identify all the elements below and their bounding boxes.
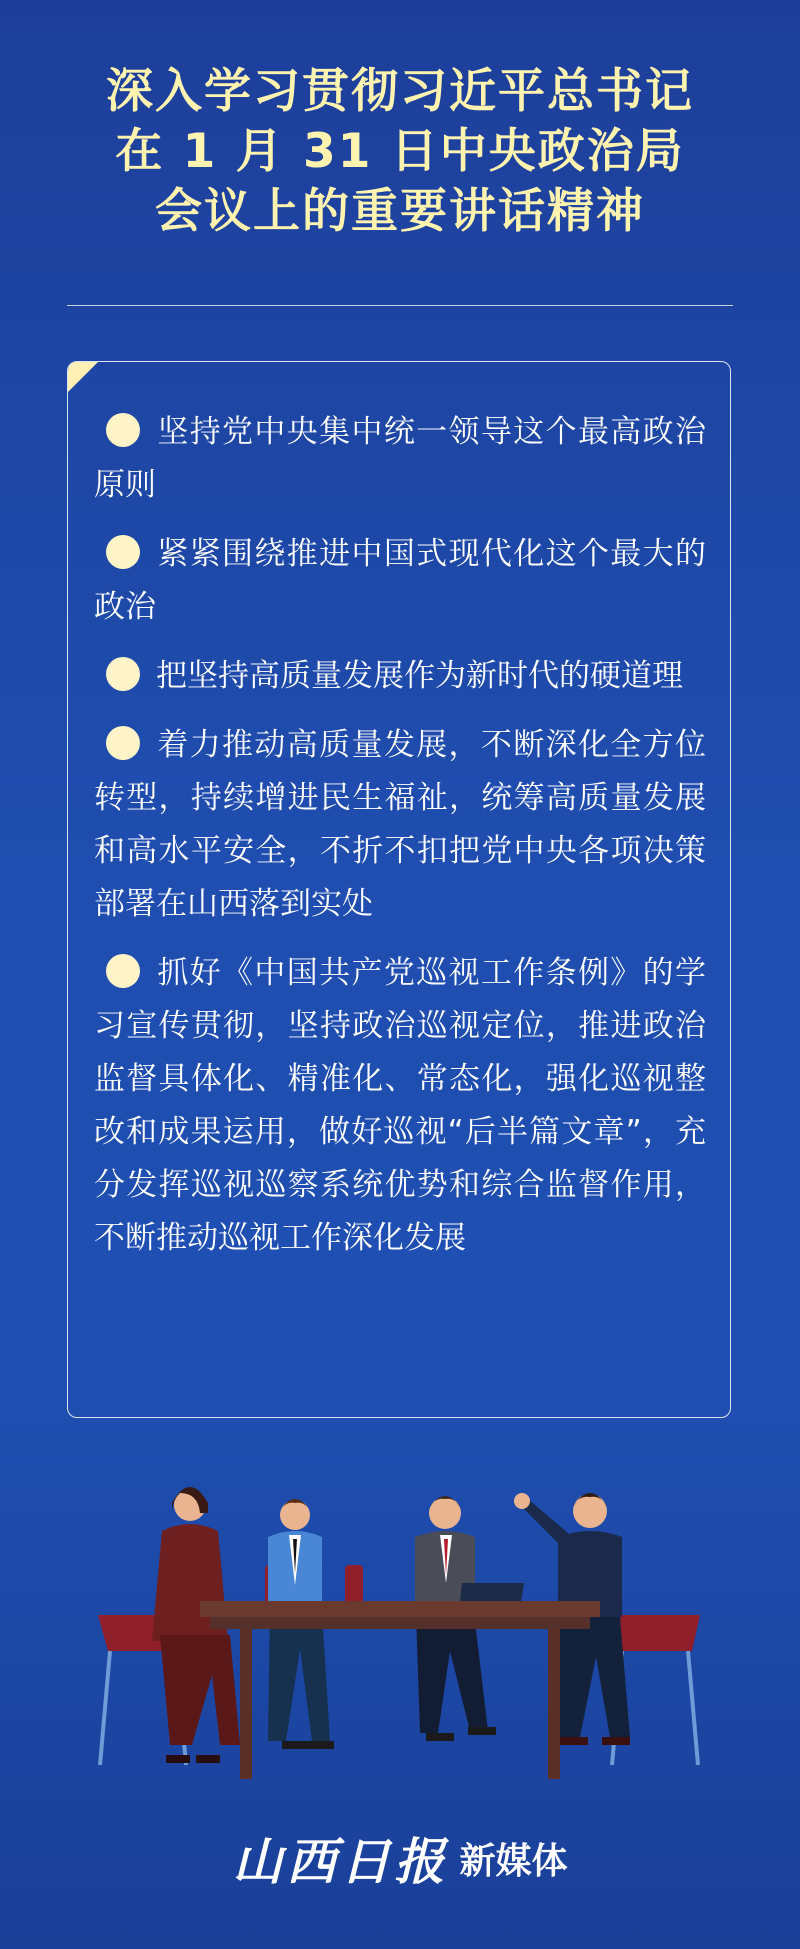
key-point-item — [94, 947, 706, 1265]
key-point-item — [94, 406, 706, 512]
bullet-dot-icon — [106, 413, 140, 447]
brand-calligraphy: 山西日报 — [232, 1832, 449, 1891]
bullet-dot-icon — [106, 535, 140, 569]
bullet-dot-icon — [106, 954, 140, 988]
page-title — [0, 62, 800, 242]
title-divider — [67, 305, 733, 306]
bullet-dot-icon — [106, 657, 140, 691]
key-point-item — [94, 528, 706, 634]
key-point-item — [94, 719, 706, 931]
card-corner-ornament — [68, 362, 98, 392]
meeting-table — [200, 1601, 600, 1779]
key-point-text: 抓好《中国共产党巡视工作条例》的学习宣传贯彻，坚持政治巡视定位，推进政治监督具体化、精准化、常态化，强化巡视整改和成果运用，做好巡视“后半篇文章”，充分发挥巡视巡察系统优势和综合监督作用，不断推动巡视工作深化发展 — [94, 955, 706, 1256]
title-line-1: 深入学习贯彻习近平总书记 — [106, 64, 694, 119]
key-point-text: 着力推动高质量发展，不断深化全方位转型，持续增进民生福祉，统筹高质量发展和高水平安全，不折不扣把党中央各项决策部署在山西落到实处 — [94, 727, 706, 922]
key-point-text: 坚持党中央集中统一领导这个最高政治原则 — [94, 414, 706, 503]
meeting-illustration — [90, 1465, 710, 1795]
title-line-3: 会议上的重要讲话精神 — [155, 184, 645, 239]
key-point-text: 把坚持高质量发展作为新时代的硬道理 — [156, 658, 683, 694]
key-point-item — [94, 650, 706, 703]
key-points-card — [67, 361, 731, 1418]
brand-suffix: 新媒体 — [459, 1840, 568, 1882]
key-point-text: 紧紧围绕推进中国式现代化这个最大的政治 — [94, 536, 706, 625]
key-points-list — [94, 406, 706, 1281]
brand-logo — [0, 1822, 800, 1894]
title-line-2: 在 1 月 31 日中央政治局 — [115, 124, 685, 179]
bullet-dot-icon — [106, 726, 140, 760]
